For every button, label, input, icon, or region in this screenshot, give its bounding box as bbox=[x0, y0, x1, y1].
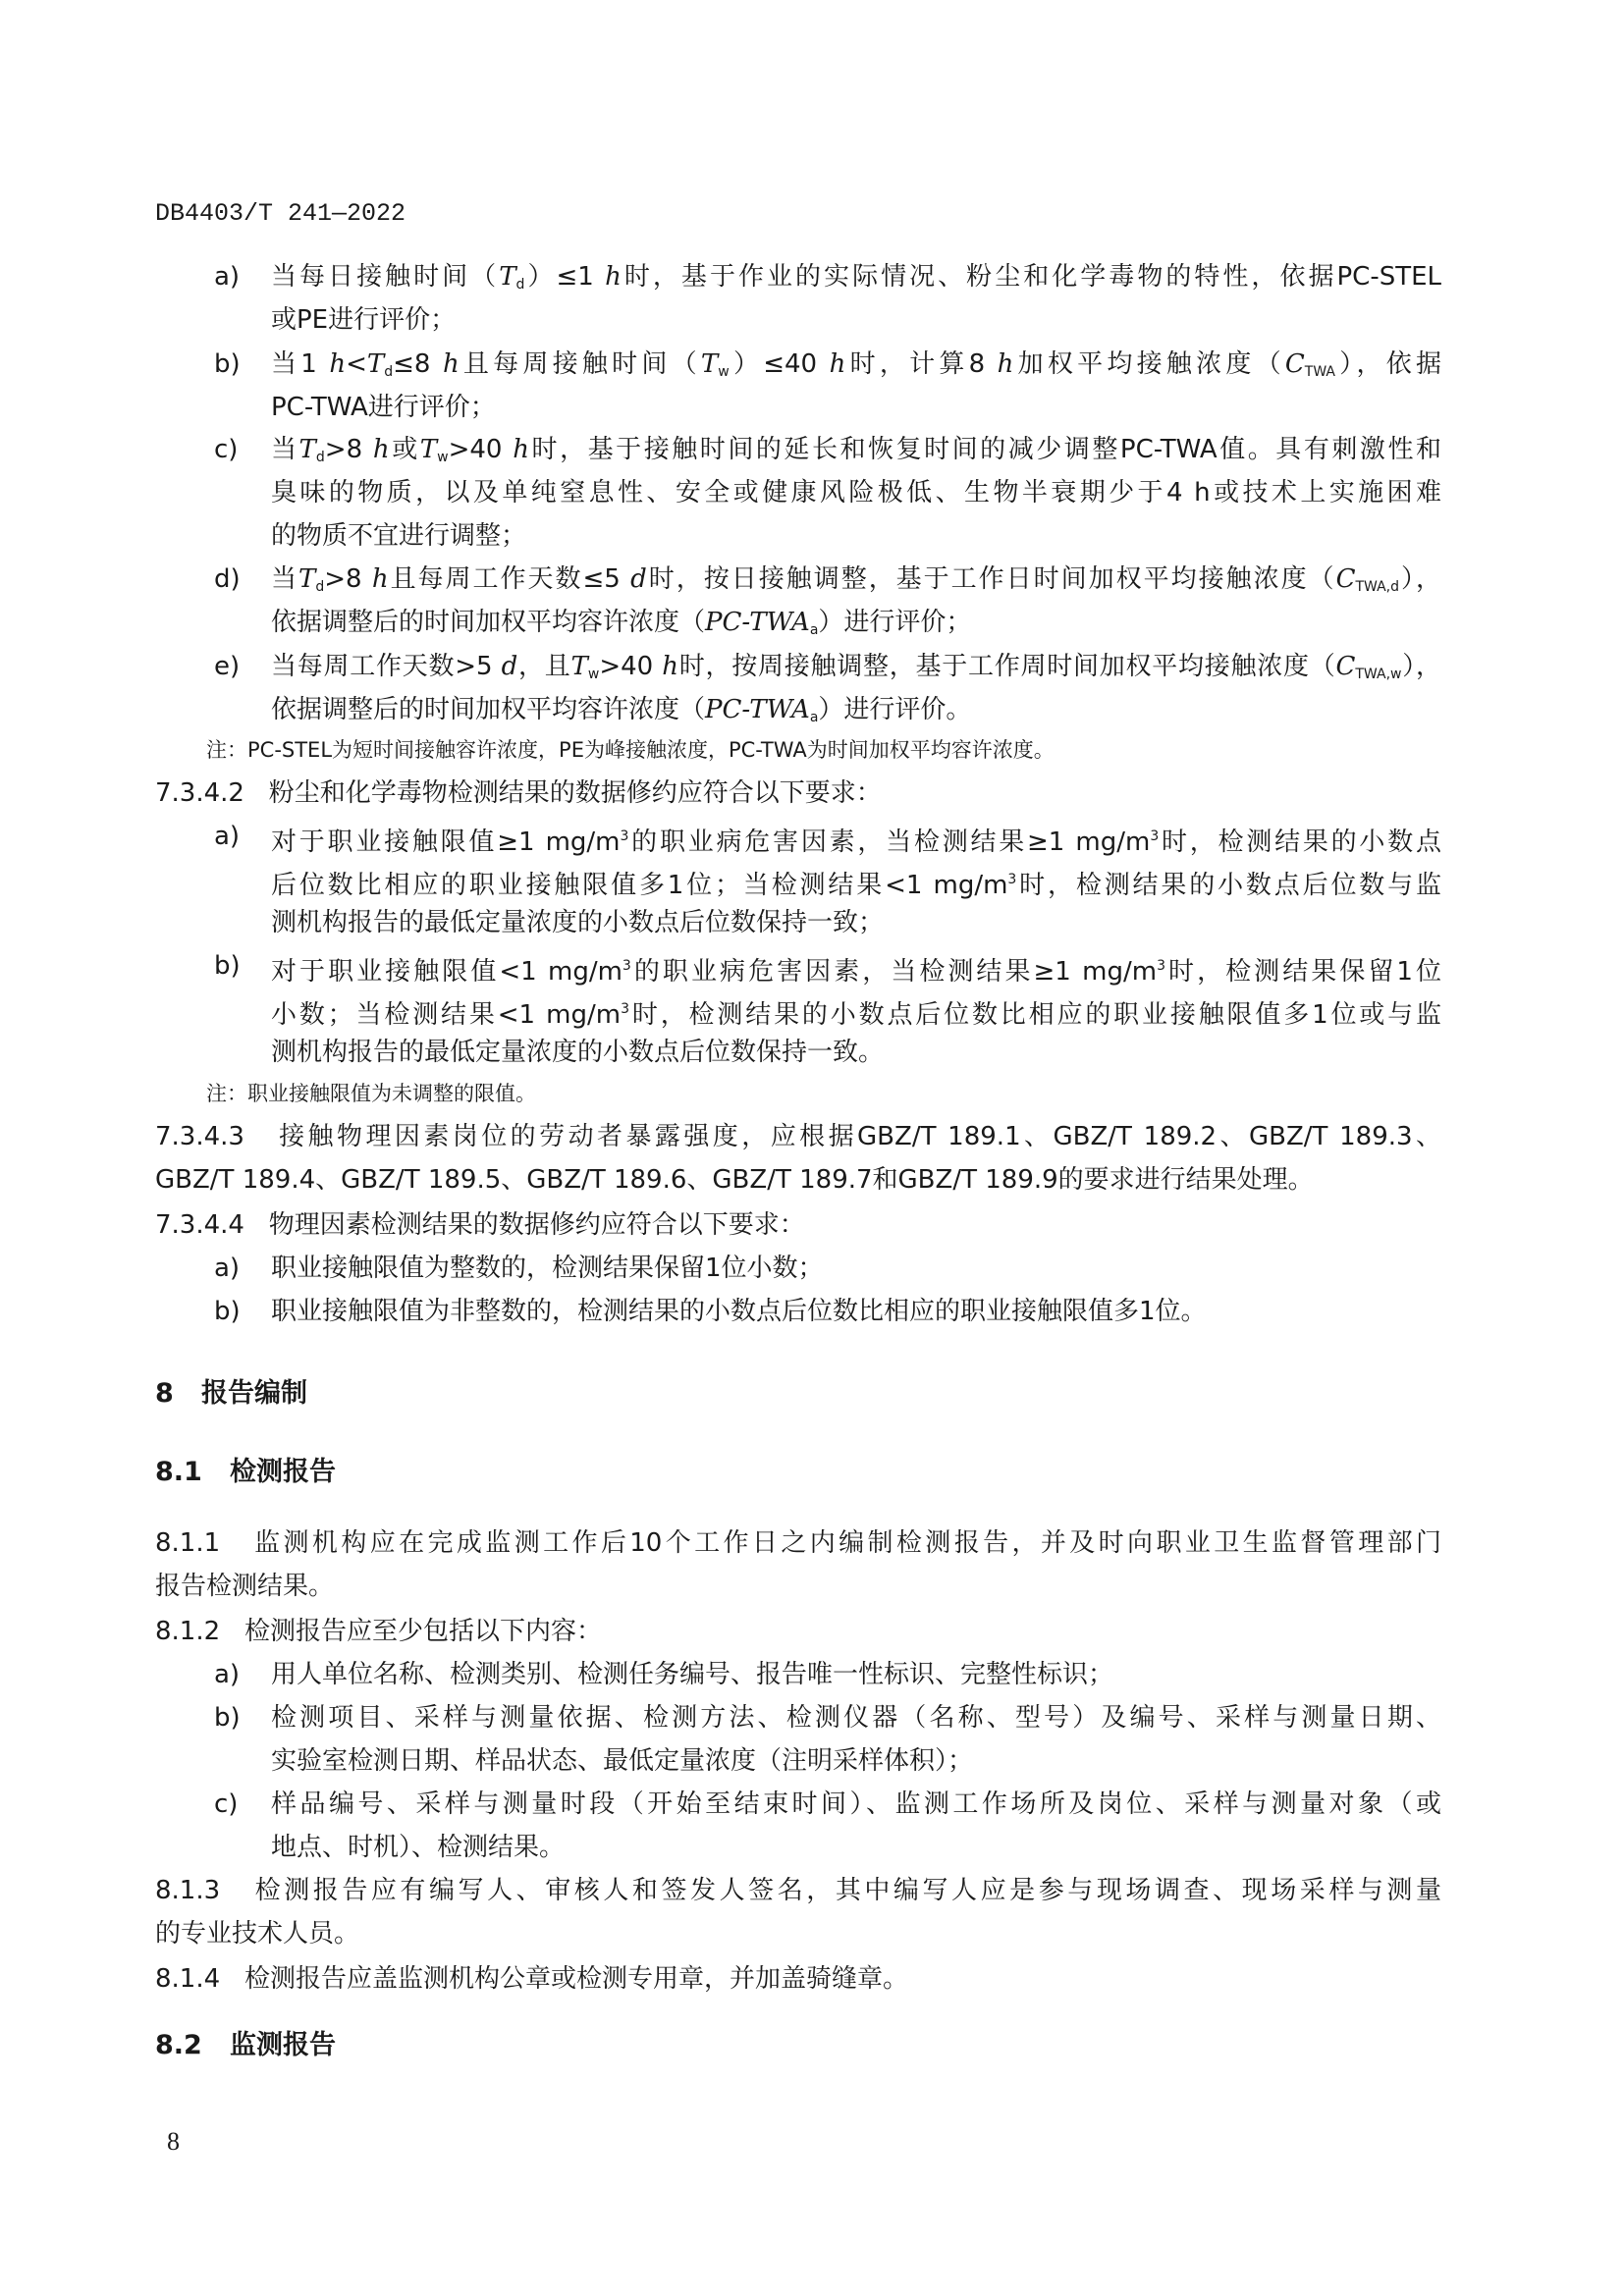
section-heading-8-2: 8.2 监测报告 bbox=[155, 2030, 337, 2060]
list-marker-7344-b: b) bbox=[214, 1297, 241, 1326]
list-item-d-line2: 依据调整后的时间加权平均容许浓度$(PC-TWA_a)$进行评价； bbox=[271, 608, 972, 638]
list-item-7342-a-line2: 后位数比相应的职业接触限值多1位；当检测结果<1 $mg/m^3$时，检测结果的小数点后位数与监 bbox=[271, 871, 1441, 900]
list-item-7344-a: 职业接触限值为整数的，检测结果保留1位小数； bbox=[271, 1254, 824, 1283]
list-marker-812-a: a) bbox=[214, 1660, 241, 1689]
page-number: 8 bbox=[167, 2127, 180, 2156]
list-marker-812-c: c) bbox=[214, 1789, 239, 1819]
page-header: DB4403/T 241—2022 bbox=[155, 199, 406, 228]
list-item-812-c-line2: 地点、时机）、检测结果。 bbox=[271, 1833, 566, 1862]
list-item-7342-a-line1: 对于职业接触限值≥1 $mg/m^3$的职业病危害因素，当检测结果≥1 $mg/m^3$时，检测结果的小数点 bbox=[271, 828, 1441, 857]
list-item-a-line1: 当每日接触时间$(T_d)\le 1$ h时，基于作业的实际情况、粉尘和化学毒物的特性，依据PC-STEL bbox=[271, 262, 1441, 293]
list-marker-a: a) bbox=[214, 262, 241, 292]
list-item-e-line1: 当每周工作天数>5 d，且$T_w>40$ h时，按周接触调整，基于工作周时间加权平均接触浓度$(C_{TWA,w})$， bbox=[271, 652, 1441, 682]
list-item-7344-b: 职业接触限值为非整数的，检测结果的小数点后位数比相应的职业接触限值多1位。 bbox=[271, 1297, 1207, 1326]
list-item-812-b-line1: 检测项目、采样与测量依据、检测方法、检测仪器（名称、型号）及编号、采样与测量日期、 bbox=[271, 1703, 1441, 1733]
list-item-812-b-line2: 实验室检测日期、样品状态、最低定量浓度（注明采样体积）； bbox=[271, 1746, 974, 1776]
clause-813-line1: 8.1.3 检测报告应有编写人、审核人和签发人签名，其中编写人应是参与现场调查、现场采样与测量 bbox=[155, 1876, 1441, 1905]
list-item-a-line2: 或PE进行评价； bbox=[271, 305, 457, 335]
list-marker-d: d) bbox=[214, 564, 241, 594]
list-item-c-line1: 当$T_d>8$ h或$T_w>40$ h时，基于接触时间的延长和恢复时间的减少调整PC-TWA值。具有刺激性和 bbox=[271, 435, 1441, 465]
list-item-b-line1: 当1 $h<T_d\le 8$ h且每周接触时间$(T_w)\le 40$ h时，计算8 h加权平均接触浓度$(C_{TWA})$，依据 bbox=[271, 349, 1441, 380]
clause-811-line1: 8.1.1 监测机构应在完成监测工作后10个工作日之内编制检测报告，并及时向职业卫生监督管理部门 bbox=[155, 1528, 1441, 1558]
clause-7343-line2: GBZ/T 189.4、GBZ/T 189.5、GBZ/T 189.6、GBZ/T 189.7和GBZ/T 189.9的要求进行结果处理。 bbox=[155, 1165, 1314, 1195]
list-marker-b: b) bbox=[214, 349, 241, 379]
list-item-d-line1: 当$T_d>8$ h且每周工作天数≤5 d时，按日接触调整，基于工作日时间加权平均接触浓度$(C_{TWA,d})$， bbox=[271, 564, 1441, 595]
clause-812: 8.1.2 检测报告应至少包括以下内容： bbox=[155, 1617, 602, 1646]
clause-7344: 7.3.4.4 物理因素检测结果的数据修约应符合以下要求： bbox=[155, 1210, 805, 1240]
list-marker-7342-b: b) bbox=[214, 951, 241, 981]
list-marker-7344-a: a) bbox=[214, 1254, 241, 1283]
clause-7343-line1: 7.3.4.3 接触物理因素岗位的劳动者暴露强度，应根据GBZ/T 189.1、GBZ/T 189.2、GBZ/T 189.3、 bbox=[155, 1122, 1442, 1151]
list-item-7342-b-line3: 测机构报告的最低定量浓度的小数点后位数保持一致。 bbox=[271, 1038, 885, 1067]
list-marker-c: c) bbox=[214, 435, 239, 464]
section-heading-8-1: 8.1 检测报告 bbox=[155, 1457, 337, 1487]
note-1: 注：PC-STEL为短时间接触容许浓度，PE为峰接触浓度，PC-TWA为时间加权平均容许浓度。 bbox=[206, 738, 1055, 762]
list-marker-812-b: b) bbox=[214, 1703, 241, 1733]
clause-814: 8.1.4 检测报告应盖监测机构公章或检测专用章，并加盖骑缝章。 bbox=[155, 1964, 908, 1994]
list-item-812-a: 用人单位名称、检测类别、检测任务编号、报告唯一性标识、完整性标识； bbox=[271, 1660, 1114, 1689]
clause-811-line2: 报告检测结果。 bbox=[155, 1572, 335, 1601]
clause-813-line2: 的专业技术人员。 bbox=[155, 1919, 360, 1949]
list-item-b-line2: PC-TWA进行评价； bbox=[271, 393, 496, 422]
list-marker-e: e) bbox=[214, 652, 241, 681]
list-item-7342-b-line2: 小数；当检测结果<1 $mg/m^3$时，检测结果的小数点后位数比相应的职业接触限值多1位或与监 bbox=[271, 1000, 1441, 1030]
list-marker-7342-a: a) bbox=[214, 822, 241, 851]
list-item-812-c-line1: 样品编号、采样与测量时段（开始至结束时间）、监测工作场所及岗位、采样与测量对象（或 bbox=[271, 1789, 1441, 1819]
list-item-7342-b-line1: 对于职业接触限值<1 $mg/m^3$的职业病危害因素，当检测结果≥1 $mg/m^3$时，检测结果保留1位 bbox=[271, 957, 1441, 987]
section-heading-8: 8 报告编制 bbox=[155, 1378, 307, 1409]
clause-7342: 7.3.4.2 粉尘和化学毒物检测结果的数据修约应符合以下要求： bbox=[155, 778, 882, 808]
list-item-c-line2: 臭味的物质，以及单纯窒息性、安全或健康风险极低、生物半衰期少于4 h或技术上实施困难 bbox=[271, 478, 1441, 507]
note-2: 注：职业接触限值为未调整的限值。 bbox=[206, 1082, 536, 1105]
list-item-e-line2: 依据调整后的时间加权平均容许浓度$(PC-TWA_a)$进行评价。 bbox=[271, 695, 972, 725]
list-item-c-line3: 的物质不宜进行调整； bbox=[271, 521, 527, 551]
list-item-7342-a-line3: 测机构报告的最低定量浓度的小数点后位数保持一致； bbox=[271, 908, 885, 937]
